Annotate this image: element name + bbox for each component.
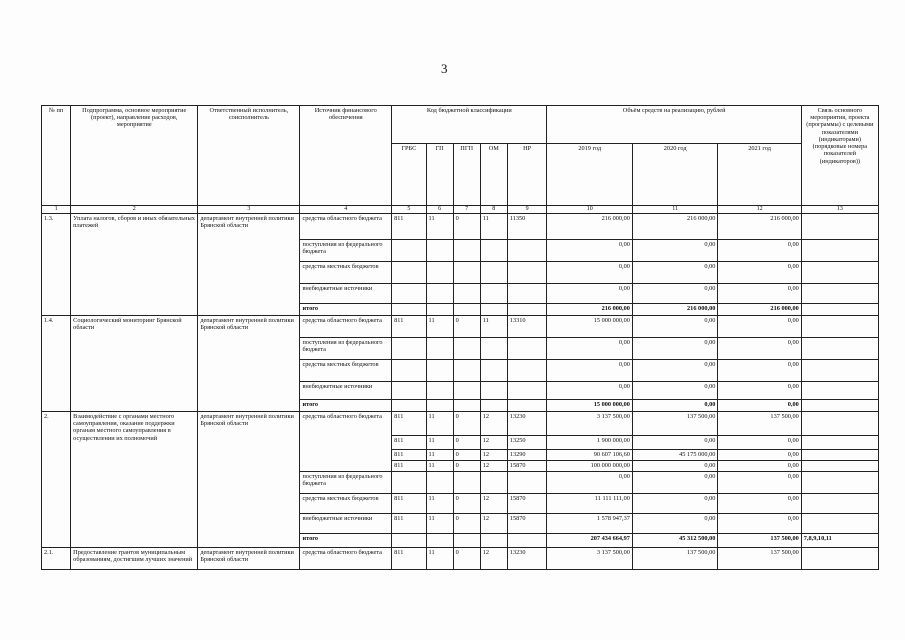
amount-2019: 216 000,00 bbox=[547, 303, 632, 315]
code-om bbox=[480, 381, 507, 399]
code-om: 12 bbox=[480, 435, 507, 449]
column-number: 2 bbox=[71, 206, 198, 214]
code-grbs: 811 bbox=[392, 513, 426, 533]
amount-2020: 0,00 bbox=[632, 381, 717, 399]
amount-2020: 0,00 bbox=[632, 315, 717, 337]
header-year: 2019 год bbox=[547, 144, 632, 206]
amount-2021: 0,00 bbox=[718, 399, 801, 411]
amount-2020: 0,00 bbox=[632, 261, 717, 283]
code-gp: 11 bbox=[426, 411, 453, 435]
code-gp: 11 bbox=[426, 435, 453, 449]
funding-source: итого bbox=[300, 533, 392, 547]
indicator-link bbox=[801, 337, 878, 359]
code-nr bbox=[507, 261, 547, 283]
code-pgp: 0 bbox=[453, 411, 480, 435]
amount-2020: 45 175 000,00 bbox=[632, 449, 717, 460]
indicator-link bbox=[801, 513, 878, 533]
activity-name: Уплата налогов, сборов и иных обязательных платежей bbox=[71, 213, 198, 315]
code-gp: 11 bbox=[426, 513, 453, 533]
funding-source: внебюджетные источники bbox=[300, 283, 392, 303]
code-nr bbox=[507, 399, 547, 411]
executor-name: департамент внутренней политики Брянской области bbox=[198, 315, 300, 411]
code-pgp: 0 bbox=[453, 493, 480, 513]
amount-2021: 216 000,00 bbox=[718, 303, 801, 315]
amount-2021: 0,00 bbox=[718, 449, 801, 460]
code-grbs bbox=[392, 359, 426, 381]
column-number: 10 bbox=[547, 206, 632, 214]
header-name: Подпрограмма, основное мероприятие (проект), направление расходов, мероприятие bbox=[71, 106, 198, 206]
indicator-link: 7,8,9,10,11 bbox=[801, 533, 878, 547]
amount-2020: 0,00 bbox=[632, 493, 717, 513]
code-om bbox=[480, 399, 507, 411]
indicator-link bbox=[801, 460, 878, 471]
code-pgp: 0 bbox=[453, 213, 480, 239]
column-number: 5 bbox=[392, 206, 426, 214]
code-grbs bbox=[392, 337, 426, 359]
funding-source: итого bbox=[300, 399, 392, 411]
row-number: 2. bbox=[42, 411, 71, 547]
code-gp bbox=[426, 261, 453, 283]
code-om bbox=[480, 303, 507, 315]
indicator-link bbox=[801, 283, 878, 303]
code-gp bbox=[426, 399, 453, 411]
amount-2021: 0,00 bbox=[718, 493, 801, 513]
funding-source: поступления из федерального бюджета bbox=[300, 337, 392, 359]
amount-2021: 137 500,00 bbox=[718, 411, 801, 435]
indicator-link bbox=[801, 213, 878, 239]
code-grbs: 811 bbox=[392, 435, 426, 449]
code-nr bbox=[507, 303, 547, 315]
amount-2021: 0,00 bbox=[718, 337, 801, 359]
code-nr bbox=[507, 533, 547, 547]
column-number: 13 bbox=[801, 206, 878, 214]
code-gp: 11 bbox=[426, 449, 453, 460]
amount-2021: 0,00 bbox=[718, 460, 801, 471]
executor-name: департамент внутренней политики Брянской области bbox=[198, 547, 300, 569]
indicator-link bbox=[801, 239, 878, 261]
budget-table bbox=[41, 105, 879, 570]
code-nr: 13250 bbox=[507, 435, 547, 449]
code-om: 12 bbox=[480, 513, 507, 533]
amount-2021: 0,00 bbox=[718, 315, 801, 337]
code-om: 12 bbox=[480, 460, 507, 471]
amount-2019: 3 137 500,00 bbox=[547, 411, 632, 435]
funding-source: средства местных бюджетов bbox=[300, 359, 392, 381]
code-grbs: 811 bbox=[392, 449, 426, 460]
code-nr bbox=[507, 359, 547, 381]
amount-2021: 137 500,00 bbox=[718, 547, 801, 569]
amount-2021: 0,00 bbox=[718, 261, 801, 283]
code-grbs bbox=[392, 303, 426, 315]
amount-2020: 216 000,00 bbox=[632, 303, 717, 315]
funding-source: поступления из федерального бюджета bbox=[300, 239, 392, 261]
amount-2021: 0,00 bbox=[718, 471, 801, 493]
amount-2019: 15 000 000,00 bbox=[547, 399, 632, 411]
code-grbs: 811 bbox=[392, 493, 426, 513]
amount-2021: 137 500,00 bbox=[718, 533, 801, 547]
code-om: 12 bbox=[480, 547, 507, 569]
code-pgp bbox=[453, 303, 480, 315]
code-pgp bbox=[453, 337, 480, 359]
amount-2019: 15 000 000,00 bbox=[547, 315, 632, 337]
header-code: ГРБС bbox=[392, 144, 426, 206]
code-pgp: 0 bbox=[453, 513, 480, 533]
amount-2019: 0,00 bbox=[547, 239, 632, 261]
activity-name: Взаимодействие с органами местного самоуправления, оказание поддержки органам местного самоуправления в осуществлении их полномочий bbox=[71, 411, 198, 547]
header-volume-group: Объём средств на реализацию, рублей bbox=[547, 106, 801, 144]
funding-source: средства областного бюджета bbox=[300, 547, 392, 569]
code-om bbox=[480, 261, 507, 283]
code-om bbox=[480, 359, 507, 381]
column-number-row bbox=[42, 206, 879, 214]
executor-name: департамент внутренней политики Брянской области bbox=[198, 411, 300, 547]
column-number: 12 bbox=[718, 206, 801, 214]
code-om: 11 bbox=[480, 315, 507, 337]
header-code: ГП bbox=[426, 144, 453, 206]
code-om: 11 bbox=[480, 213, 507, 239]
header-year: 2020 год bbox=[632, 144, 717, 206]
funding-source: средства местных бюджетов bbox=[300, 261, 392, 283]
indicator-link bbox=[801, 359, 878, 381]
code-gp bbox=[426, 283, 453, 303]
header-executor: Ответственный исполнитель, соисполнитель bbox=[198, 106, 300, 206]
code-om: 12 bbox=[480, 493, 507, 513]
header-n: № пп bbox=[42, 106, 71, 206]
code-nr: 13310 bbox=[507, 315, 547, 337]
amount-2019: 0,00 bbox=[547, 283, 632, 303]
amount-2020: 0,00 bbox=[632, 513, 717, 533]
page-number: 3 bbox=[441, 61, 448, 76]
amount-2020: 45 312 500,00 bbox=[632, 533, 717, 547]
code-gp bbox=[426, 533, 453, 547]
indicator-link bbox=[801, 435, 878, 449]
code-om bbox=[480, 471, 507, 493]
row-number: 2.1. bbox=[42, 547, 71, 569]
indicator-link bbox=[801, 493, 878, 513]
code-grbs: 811 bbox=[392, 547, 426, 569]
column-number: 8 bbox=[480, 206, 507, 214]
amount-2019: 0,00 bbox=[547, 359, 632, 381]
code-grbs: 811 bbox=[392, 315, 426, 337]
code-grbs: 811 bbox=[392, 213, 426, 239]
code-grbs bbox=[392, 261, 426, 283]
code-pgp: 0 bbox=[453, 435, 480, 449]
code-nr: 13230 bbox=[507, 547, 547, 569]
code-nr bbox=[507, 239, 547, 261]
amount-2019: 207 434 664,97 bbox=[547, 533, 632, 547]
code-om: 12 bbox=[480, 411, 507, 435]
code-gp bbox=[426, 381, 453, 399]
code-nr: 13230 bbox=[507, 411, 547, 435]
code-grbs: 811 bbox=[392, 460, 426, 471]
column-number: 3 bbox=[198, 206, 300, 214]
column-number: 9 bbox=[507, 206, 547, 214]
code-nr: 15870 bbox=[507, 460, 547, 471]
funding-source: итого bbox=[300, 303, 392, 315]
amount-2021: 0,00 bbox=[718, 435, 801, 449]
header-code: ОМ bbox=[480, 144, 507, 206]
amount-2019: 0,00 bbox=[547, 381, 632, 399]
code-gp: 11 bbox=[426, 213, 453, 239]
amount-2021: 0,00 bbox=[718, 283, 801, 303]
header-code: ПГП bbox=[453, 144, 480, 206]
code-pgp bbox=[453, 381, 480, 399]
indicator-link bbox=[801, 399, 878, 411]
amount-2019: 1 900 000,00 bbox=[547, 435, 632, 449]
funding-source: средства областного бюджета bbox=[300, 213, 392, 239]
column-number: 1 bbox=[42, 206, 71, 214]
amount-2020: 0,00 bbox=[632, 399, 717, 411]
header-code: НР bbox=[507, 144, 547, 206]
amount-2019: 0,00 bbox=[547, 471, 632, 493]
code-om bbox=[480, 283, 507, 303]
header-code-group: Код бюджетной классификации bbox=[392, 106, 547, 144]
code-gp bbox=[426, 359, 453, 381]
amount-2019: 1 578 947,37 bbox=[547, 513, 632, 533]
amount-2021: 0,00 bbox=[718, 513, 801, 533]
code-om: 12 bbox=[480, 449, 507, 460]
amount-2021: 0,00 bbox=[718, 381, 801, 399]
amount-2021: 0,00 bbox=[718, 239, 801, 261]
row-number: 1.4. bbox=[42, 315, 71, 411]
amount-2020: 137 500,00 bbox=[632, 411, 717, 435]
amount-2019: 90 607 106,60 bbox=[547, 449, 632, 460]
code-gp bbox=[426, 337, 453, 359]
executor-name: департамент внутренней политики Брянской области bbox=[198, 213, 300, 315]
header-link: Связь основного мероприятия, проекта (программы) с целевыми показателями (индикаторами) (порядковые номера показателей (индикаторов)) bbox=[801, 106, 878, 206]
amount-2020: 216 000,00 bbox=[632, 213, 717, 239]
activity-name: Социологический мониторинг Брянской области bbox=[71, 315, 198, 411]
indicator-link bbox=[801, 471, 878, 493]
amount-2020: 0,00 bbox=[632, 283, 717, 303]
code-pgp bbox=[453, 239, 480, 261]
code-pgp bbox=[453, 471, 480, 493]
code-nr: 15870 bbox=[507, 493, 547, 513]
funding-source: средства областного бюджета bbox=[300, 315, 392, 337]
code-grbs bbox=[392, 239, 426, 261]
amount-2020: 137 500,00 bbox=[632, 547, 717, 569]
indicator-link bbox=[801, 547, 878, 569]
funding-source: внебюджетные источники bbox=[300, 513, 392, 533]
table-row bbox=[42, 547, 879, 569]
code-om bbox=[480, 239, 507, 261]
code-gp bbox=[426, 303, 453, 315]
funding-source: поступления из федерального бюджета bbox=[300, 471, 392, 493]
funding-source: средства местных бюджетов bbox=[300, 493, 392, 513]
code-nr bbox=[507, 337, 547, 359]
amount-2019: 11 111 111,00 bbox=[547, 493, 632, 513]
amount-2021: 0,00 bbox=[718, 359, 801, 381]
code-pgp bbox=[453, 533, 480, 547]
code-om bbox=[480, 337, 507, 359]
code-gp: 11 bbox=[426, 460, 453, 471]
code-grbs bbox=[392, 471, 426, 493]
indicator-link bbox=[801, 449, 878, 460]
code-pgp bbox=[453, 359, 480, 381]
code-pgp: 0 bbox=[453, 547, 480, 569]
indicator-link bbox=[801, 411, 878, 435]
column-number: 4 bbox=[300, 206, 392, 214]
amount-2020: 0,00 bbox=[632, 239, 717, 261]
code-gp: 11 bbox=[426, 315, 453, 337]
activity-name: Предоставление грантов муниципальным образованиям, достигшим лучших значений bbox=[71, 547, 198, 569]
column-number: 7 bbox=[453, 206, 480, 214]
amount-2019: 3 137 500,00 bbox=[547, 547, 632, 569]
code-grbs bbox=[392, 283, 426, 303]
code-gp bbox=[426, 471, 453, 493]
header-year: 2021 год bbox=[718, 144, 801, 206]
code-grbs bbox=[392, 533, 426, 547]
amount-2020: 0,00 bbox=[632, 337, 717, 359]
code-gp bbox=[426, 239, 453, 261]
code-nr bbox=[507, 283, 547, 303]
header-source: Источник финансового обеспечения bbox=[300, 106, 392, 206]
amount-2019: 0,00 bbox=[547, 261, 632, 283]
code-pgp bbox=[453, 261, 480, 283]
column-number: 11 bbox=[632, 206, 717, 214]
code-grbs bbox=[392, 399, 426, 411]
code-gp: 11 bbox=[426, 493, 453, 513]
amount-2020: 0,00 bbox=[632, 359, 717, 381]
indicator-link bbox=[801, 261, 878, 283]
amount-2020: 0,00 bbox=[632, 471, 717, 493]
code-nr bbox=[507, 381, 547, 399]
indicator-link bbox=[801, 381, 878, 399]
code-nr: 11350 bbox=[507, 213, 547, 239]
indicator-link bbox=[801, 315, 878, 337]
code-pgp: 0 bbox=[453, 460, 480, 471]
table-row bbox=[42, 213, 879, 239]
code-pgp bbox=[453, 399, 480, 411]
code-pgp bbox=[453, 283, 480, 303]
amount-2021: 216 000,00 bbox=[718, 213, 801, 239]
row-number: 1.3. bbox=[42, 213, 71, 315]
amount-2019: 216 000,00 bbox=[547, 213, 632, 239]
table-row bbox=[42, 411, 879, 435]
code-pgp: 0 bbox=[453, 315, 480, 337]
amount-2020: 0,00 bbox=[632, 435, 717, 449]
amount-2019: 100 000 000,00 bbox=[547, 460, 632, 471]
code-grbs: 811 bbox=[392, 411, 426, 435]
funding-source: средства областного бюджета bbox=[300, 411, 392, 471]
amount-2019: 0,00 bbox=[547, 337, 632, 359]
table-row bbox=[42, 315, 879, 337]
code-om bbox=[480, 533, 507, 547]
code-nr bbox=[507, 471, 547, 493]
code-pgp: 0 bbox=[453, 449, 480, 460]
code-nr: 13290 bbox=[507, 449, 547, 460]
code-nr: 15870 bbox=[507, 513, 547, 533]
code-gp: 11 bbox=[426, 547, 453, 569]
amount-2020: 0,00 bbox=[632, 460, 717, 471]
code-grbs bbox=[392, 381, 426, 399]
funding-source: внебюджетные источники bbox=[300, 381, 392, 399]
indicator-link bbox=[801, 303, 878, 315]
column-number: 6 bbox=[426, 206, 453, 214]
